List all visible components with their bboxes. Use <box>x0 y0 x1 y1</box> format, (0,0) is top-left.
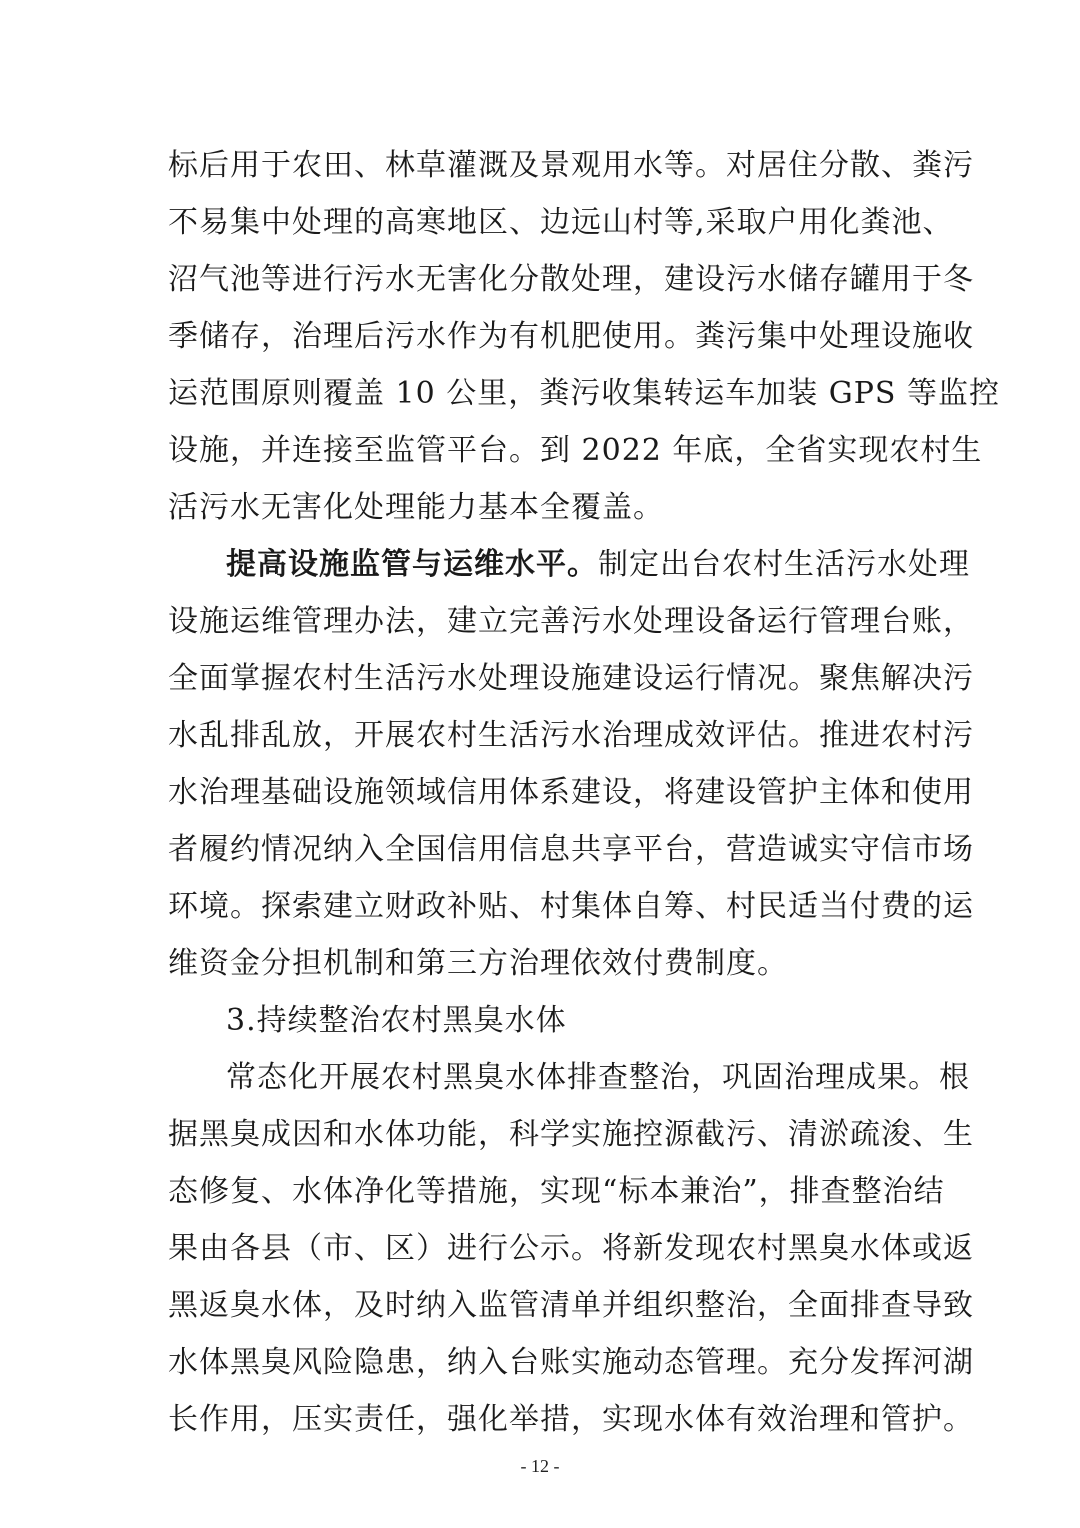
paragraph-line: 全面掌握农村生活污水处理设施建设运行情况。聚焦解决污 <box>168 661 974 696</box>
paragraph-line: 季储存，治理后污水作为有机肥使用。粪污集中处理设施收 <box>168 319 974 354</box>
paragraph-line: 环境。探索建立财政补贴、村集体自筹、村民适当付费的运 <box>168 889 974 924</box>
paragraph-first-line: 常态化开展农村黑臭水体排查整治，巩固治理成果。根 <box>226 1060 970 1095</box>
paragraph-line: 维资金分担机制和第三方治理依效付费制度。 <box>168 946 788 981</box>
paragraph-line: 不易集中处理的高寒地区、边远山村等,采取户用化粪池、 <box>168 205 954 240</box>
paragraph-line: 设施运维管理办法，建立完善污水处理设备运行管理台账， <box>168 604 974 639</box>
paragraph-line: 长作用，压实责任，强化举措，实现水体有效治理和管护。 <box>168 1402 974 1437</box>
paragraph-line: 果由各县（市、区）进行公示。将新发现农村黑臭水体或返 <box>168 1231 974 1266</box>
paragraph-text: 制定出台农村生活污水处理 <box>598 547 970 582</box>
paragraph-line: 据黑臭成因和水体功能，科学实施控源截污、清淤疏浚、生 <box>168 1117 974 1152</box>
section-heading: 3.持续整治农村黑臭水体 <box>226 1003 567 1038</box>
paragraph-line: 标后用于农田、林草灌溉及景观用水等。对居住分散、粪污 <box>168 148 974 183</box>
paragraph-line: 水乱排乱放，开展农村生活污水治理成效评估。推进农村污 <box>168 718 974 753</box>
paragraph-line: 设施，并连接至监管平台。到 2022 年底，全省实现农村生 <box>168 433 983 468</box>
page-number: - 12 - <box>520 1456 560 1476</box>
paragraph-line: 沼气池等进行污水无害化分散处理，建设污水储存罐用于冬 <box>168 262 974 297</box>
paragraph-line: 黑返臭水体，及时纳入监管清单并组织整治，全面排查导致 <box>168 1288 974 1323</box>
paragraph-line: 运范围原则覆盖 10 公里，粪污收集转运车加装 GPS 等监控 <box>168 376 1001 411</box>
paragraph-line: 态修复、水体净化等措施，实现“标本兼治”，排查整治结 <box>168 1174 945 1209</box>
paragraph-line: 水治理基础设施领域信用体系建设，将建设管护主体和使用 <box>168 775 974 810</box>
paragraph-line: 者履约情况纳入全国信用信息共享平台，营造诚实守信市场 <box>168 832 974 867</box>
paragraph-line: 水体黑臭风险隐患，纳入台账实施动态管理。充分发挥河湖 <box>168 1345 974 1380</box>
paragraph-heading: 提高设施监管与运维水平。 <box>226 547 598 582</box>
paragraph-line: 活污水无害化处理能力基本全覆盖。 <box>168 490 664 525</box>
paragraph-first-line <box>226 545 970 585</box>
